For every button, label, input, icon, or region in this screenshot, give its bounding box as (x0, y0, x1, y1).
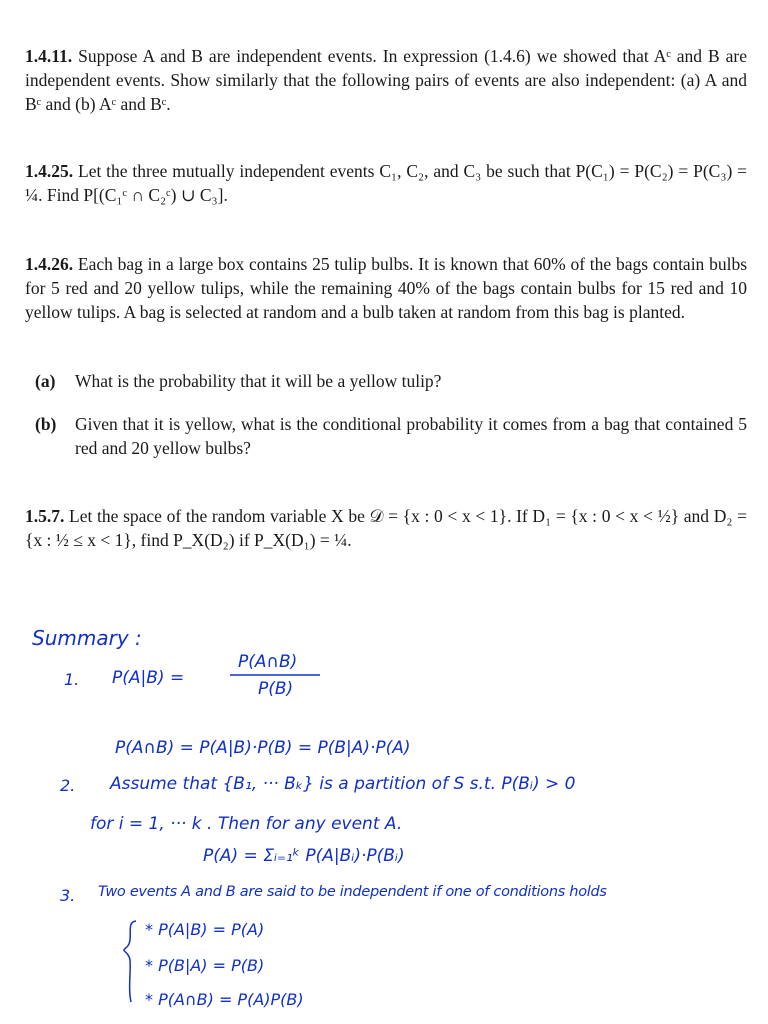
problem-number: 1.5.7. (25, 506, 65, 526)
summary-title: Summary : (32, 626, 142, 650)
condition-1: * P(A|B) = P(A) (145, 920, 265, 939)
problem-number: 1.4.26. (25, 254, 74, 274)
condition-3: * P(A∩B) = P(A)P(B) (145, 990, 304, 1009)
condition-brace (122, 918, 140, 1004)
item-3-line-1: Two events A and B are said to be independent if one of conditions holds (98, 884, 607, 900)
fraction-bar (228, 672, 322, 678)
item-1-denominator: P(B) (258, 679, 294, 699)
problem-number: 1.4.25. (25, 161, 74, 181)
problem-part-a (35, 369, 747, 393)
item-2-number: 2. (60, 776, 76, 795)
condition-2: * P(B|A) = P(B) (145, 956, 265, 975)
item-1-line-2: P(A∩B) = P(A|B)·P(B) = P(B|A)·P(A) (115, 738, 411, 758)
problem-1-4-26 (25, 252, 747, 324)
item-3-number: 3. (60, 886, 76, 905)
part-text: Given that it is yellow, what is the conditional probability it comes from a bag that contained 5 red and 20 yellow bulbs? (75, 414, 747, 458)
problem-1-5-7 (25, 504, 747, 552)
problem-text: Let the three mutually independent events C₁, C₂, and C₃ be such that P(C₁) = P(C₂) = P(C₃) = ¼. Find P[(C₁ᶜ ∩ C₂ᶜ) ∪ C₃]. (25, 161, 748, 205)
problem-text: Each bag in a large box contains 25 tulip bulbs. It is known that 60% of the bags contain bulbs for 5 red and 20 yellow tulips, while the remaining 40% of the bags contain bulbs for 15 red and 10 yellow tulips. A bag is selected at random and a bulb taken at random from this bag is planted. (25, 254, 747, 322)
problem-text: Let the space of the random variable X be 𝒟 = {x : 0 < x < 1}. If D₁ = {x : 0 < x < ½} and D₂ = {x : ½ ≤ x < 1}, find P_X(D₂) if P_X(D₁) = ¼. (25, 506, 747, 550)
item-1-number: 1. (64, 670, 80, 689)
problem-number: 1.4.11. (25, 46, 73, 66)
item-2-line-2: for i = 1, ··· k . Then for any event A. (90, 814, 403, 834)
problem-1-4-11 (25, 44, 747, 116)
part-label: (a) (35, 371, 56, 391)
item-2-formula: P(A) = Σᵢ₌₁ᵏ P(A|Bᵢ)·P(Bᵢ) (203, 846, 405, 866)
problem-text: Suppose A and B are independent events. In expression (1.4.6) we showed that Aᶜ and B are independent events. Show similarly that the following pairs of events are also independent: (a) A and Bᶜ and (b) Aᶜ and Bᶜ. (25, 46, 748, 114)
problem-1-4-25 (25, 159, 747, 207)
problem-part-b (35, 412, 747, 460)
part-text: What is the probability that it will be a yellow tulip? (75, 371, 442, 391)
item-2-line-1: Assume that {B₁, ··· Bₖ} is a partition of S s.t. P(Bᵢ) > 0 (110, 774, 576, 794)
item-1-lhs: P(A|B) = (112, 668, 185, 688)
part-label: (b) (35, 414, 57, 434)
item-1-numerator: P(A∩B) (238, 652, 298, 672)
